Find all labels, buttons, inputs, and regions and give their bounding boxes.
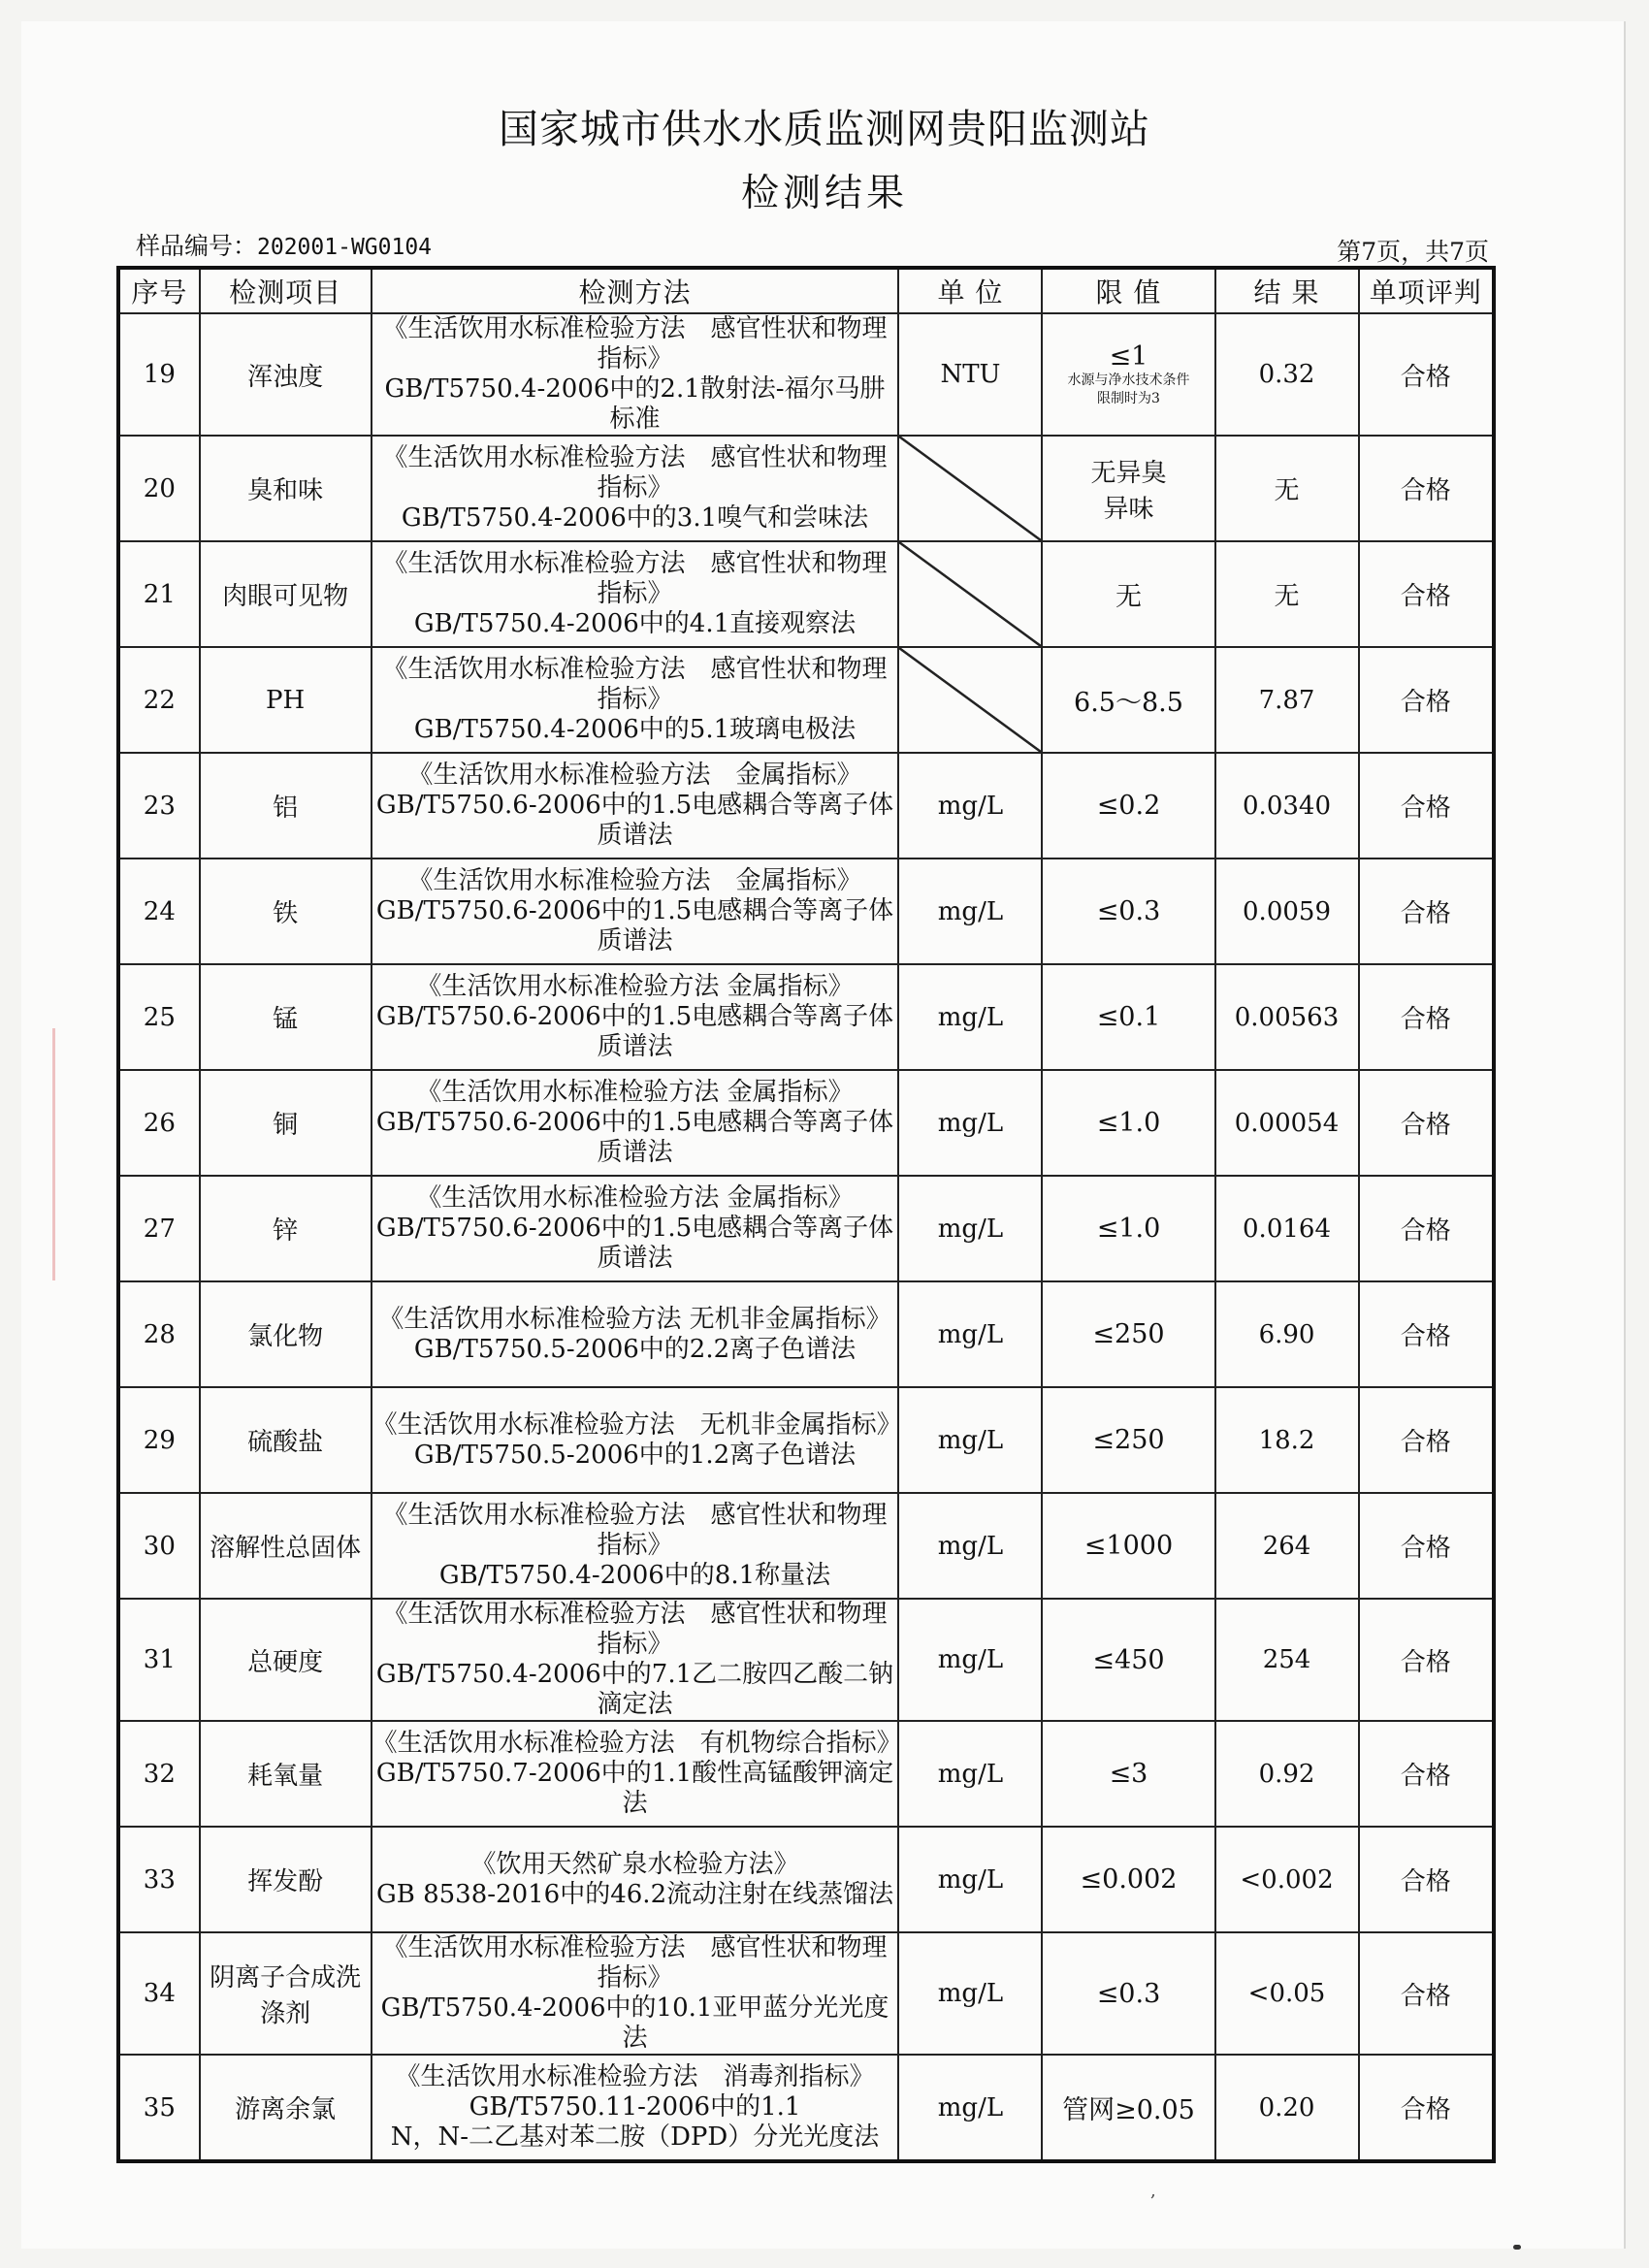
cell-limit-value: ≤0.002 [1080, 1864, 1178, 1895]
cell-method [372, 859, 899, 964]
cell-method-line: 《生活饮用水标准检验方法 金属指标》 [407, 761, 862, 790]
cell-limit [1042, 1387, 1214, 1493]
cell-limit-value: ≤0.3 [1096, 1978, 1161, 2009]
cell-limit-value: ≤250 [1092, 1425, 1165, 1455]
cell-limit [1042, 647, 1214, 753]
cell-item: 浑浊度 [200, 313, 372, 436]
table-row [118, 1827, 1494, 1932]
table-row [118, 2055, 1494, 2161]
sample-number-label: 样品编号： [136, 232, 258, 260]
table-row [118, 859, 1494, 964]
cell-method [372, 2055, 899, 2161]
cell-method [372, 1932, 899, 2055]
cell-method-line: GB/T5750.6-2006中的1.5电感耦合等离子体质谱法 [375, 791, 894, 850]
cell-limit [1042, 1721, 1214, 1827]
cell-method-line: 《生活饮用水标准检验方法 有机物综合指标》 [372, 1729, 902, 1758]
cell-limit-value: ≤450 [1092, 1644, 1165, 1675]
cell-limit [1042, 859, 1214, 964]
cell-method-line: 《生活饮用水标准检验方法 金属指标》 [416, 972, 854, 1001]
cell-item: PH [200, 647, 372, 753]
cell-method [372, 313, 899, 436]
cell-judgement: 合格 [1359, 1070, 1494, 1176]
cell-method [372, 753, 899, 859]
cell-method-line: 《生活饮用水标准检验方法 无机非金属指标》 [372, 1409, 902, 1440]
cell-result: 0.20 [1215, 2055, 1359, 2161]
cell-result: 0.0164 [1215, 1176, 1359, 1281]
cell-limit [1042, 436, 1214, 541]
sample-number [136, 227, 432, 262]
cell-item: 铜 [200, 1070, 372, 1176]
cell-method-line: N，N-二乙基对苯二胺（DPD）分光光度法 [390, 2122, 880, 2152]
cell-limit-line: 无异臭 [1090, 458, 1167, 488]
cell-method [372, 436, 899, 541]
cell-judgement: 合格 [1359, 1176, 1494, 1281]
col-header-limit: 限 值 [1042, 268, 1214, 313]
page-info: 第7页，共7页 [1337, 238, 1489, 266]
cell-judgement: 合格 [1359, 1493, 1494, 1599]
cell-judgement: 合格 [1359, 2055, 1494, 2161]
cell-method-line: 《生活饮用水标准检验方法 感官性状和物理指标》 [382, 549, 888, 608]
cell-no: 19 [118, 313, 200, 436]
cell-limit-value: ≤1.0 [1096, 1214, 1161, 1244]
cell-unit: mg/L [898, 859, 1042, 964]
table-row [118, 1070, 1494, 1176]
cell-unit [898, 541, 1042, 647]
cell-item: 肉眼可见物 [200, 541, 372, 647]
col-header-item: 检测项目 [200, 268, 372, 313]
cell-method-line: 《生活饮用水标准检验方法 感官性状和物理指标》 [382, 314, 888, 373]
table-row [118, 1493, 1494, 1599]
cell-no: 35 [118, 2055, 200, 2161]
cell-limit [1042, 1932, 1214, 2055]
cell-method-line: GB/T5750.4-2006中的2.1散射法-福尔马肼标准 [384, 374, 886, 434]
cell-no: 23 [118, 753, 200, 859]
cell-method-line: GB/T5750.4-2006中的4.1直接观察法 [413, 609, 857, 638]
cell-method-line: GB/T5750.5-2006中的2.2离子色谱法 [413, 1334, 857, 1364]
cell-no: 33 [118, 1827, 200, 1932]
cell-method-line: GB/T5750.6-2006中的1.5电感耦合等离子体质谱法 [375, 1214, 894, 1273]
cell-result: <0.05 [1215, 1932, 1359, 2055]
cell-limit-note: 限制时为3 [1097, 390, 1160, 406]
col-header-result: 结 果 [1215, 268, 1359, 313]
cell-method [372, 541, 899, 647]
table-header-row [118, 268, 1494, 313]
cell-method [372, 1176, 899, 1281]
cell-judgement: 合格 [1359, 859, 1494, 964]
cell-method-line: GB/T5750.6-2006中的1.5电感耦合等离子体质谱法 [375, 1002, 894, 1061]
cell-method-line: 《生活饮用水标准检验方法 消毒剂指标》 [395, 2062, 875, 2091]
cell-unit: mg/L [898, 1932, 1042, 2055]
cell-judgement: 合格 [1359, 313, 1494, 436]
cell-item: 游离余氯 [200, 2055, 372, 2161]
cell-judgement: 合格 [1359, 436, 1494, 541]
cell-result: 无 [1215, 541, 1359, 647]
cell-item: 溶解性总固体 [200, 1493, 372, 1599]
red-stamp-edge [17, 1028, 55, 1280]
cell-unit: mg/L [898, 1070, 1042, 1176]
results-table [116, 266, 1496, 2163]
table-row [118, 1721, 1494, 1827]
cell-method [372, 964, 899, 1070]
table-row [118, 647, 1494, 753]
scan-mark: , [1150, 2181, 1156, 2201]
cell-limit [1042, 1281, 1214, 1387]
cell-unit: mg/L [898, 1387, 1042, 1493]
cell-limit [1042, 1599, 1214, 1721]
cell-method-line: 《生活饮用水标准检验方法 感官性状和物理指标》 [382, 1501, 888, 1560]
cell-unit: mg/L [898, 753, 1042, 859]
cell-method-line: 《生活饮用水标准检验方法 感官性状和物理指标》 [382, 1933, 888, 1993]
cell-limit [1042, 313, 1214, 436]
cell-limit-value: ≤250 [1092, 1319, 1165, 1349]
cell-limit-value: ≤1.0 [1096, 1108, 1161, 1138]
cell-result: 0.92 [1215, 1721, 1359, 1827]
cell-unit: mg/L [898, 1281, 1042, 1387]
cell-unit [898, 647, 1042, 753]
cell-item: 臭和味 [200, 436, 372, 541]
cell-judgement: 合格 [1359, 541, 1494, 647]
cell-item: 铁 [200, 859, 372, 964]
cell-no: 30 [118, 1493, 200, 1599]
cell-method [372, 1721, 902, 1827]
cell-judgement: 合格 [1359, 964, 1494, 1070]
cell-judgement: 合格 [1359, 1932, 1494, 2055]
cell-result: 0.00054 [1215, 1070, 1359, 1176]
cell-unit: mg/L [898, 1721, 1042, 1827]
cell-no: 28 [118, 1281, 200, 1387]
cell-method-line: GB 8538-2016中的46.2流动注射在线蒸馏法 [375, 1879, 894, 1909]
cell-limit-value: ≤0.1 [1096, 1002, 1161, 1032]
cell-limit [1042, 2055, 1214, 2161]
cell-method-line: GB/T5750.6-2006中的1.5电感耦合等离子体质谱法 [375, 1108, 894, 1167]
cell-limit [1042, 753, 1214, 859]
cell-limit-value: 无 [1115, 582, 1142, 612]
cell-no: 31 [118, 1599, 200, 1721]
table-row [118, 1387, 1494, 1493]
cell-no: 26 [118, 1070, 200, 1176]
cell-limit-value: ≤0.3 [1096, 896, 1161, 926]
cell-item: 耗氧量 [200, 1721, 372, 1827]
cell-method [372, 1599, 899, 1721]
cell-item-line: 涤剂 [260, 1999, 311, 2028]
cell-method [372, 1070, 899, 1176]
table-row [118, 1281, 1494, 1387]
table-row [118, 753, 1494, 859]
cell-no: 29 [118, 1387, 200, 1493]
cell-method-line: 《生活饮用水标准检验方法 感官性状和物理指标》 [382, 443, 888, 502]
cell-unit: mg/L [898, 964, 1042, 1070]
sample-number-value: 202001-WG0104 [257, 235, 433, 260]
cell-item: 锌 [200, 1176, 372, 1281]
cell-method-line: 《生活饮用水标准检验方法 金属指标》 [407, 866, 862, 895]
cell-result: 254 [1215, 1599, 1359, 1721]
cell-judgement: 合格 [1359, 1387, 1494, 1493]
scan-dot [1513, 2245, 1521, 2250]
cell-limit [1042, 1827, 1214, 1932]
cell-method [372, 1493, 899, 1599]
document-title: 国家城市供水水质监测网贵阳监测站 [499, 106, 1150, 152]
col-header-no: 序号 [118, 268, 200, 313]
cell-method-line: 《生活饮用水标准检验方法 金属指标》 [416, 1078, 854, 1107]
cell-result: 0.0340 [1215, 753, 1359, 859]
cell-method [372, 1281, 899, 1387]
cell-method-line: 《饮用天然矿泉水检验方法》 [470, 1849, 799, 1879]
cell-result: 无 [1215, 436, 1359, 541]
cell-limit-value: ≤3 [1109, 1759, 1148, 1789]
col-header-judgement: 单项评判 [1359, 268, 1494, 313]
cell-limit [1042, 1176, 1214, 1281]
cell-judgement: 合格 [1359, 1281, 1494, 1387]
cell-unit: mg/L [898, 1176, 1042, 1281]
cell-item: 挥发酚 [200, 1827, 372, 1932]
cell-method-line: GB/T5750.6-2006中的1.5电感耦合等离子体质谱法 [375, 896, 894, 956]
cell-unit: mg/L [898, 2055, 1042, 2161]
cell-result: 0.0059 [1215, 859, 1359, 964]
cell-limit [1042, 541, 1214, 647]
cell-judgement: 合格 [1359, 647, 1494, 753]
cell-method-line: 《生活饮用水标准检验方法 感官性状和物理指标》 [382, 1600, 888, 1659]
cell-limit-value: 6.5～8.5 [1074, 688, 1183, 718]
cell-item: 铝 [200, 753, 372, 859]
cell-limit [1042, 1070, 1214, 1176]
table-row [118, 541, 1494, 647]
cell-method-line: 《生活饮用水标准检验方法 无机非金属指标》 [378, 1304, 891, 1334]
cell-result: 0.00563 [1215, 964, 1359, 1070]
cell-limit-value: 管网≥0.05 [1062, 2095, 1195, 2125]
cell-judgement: 合格 [1359, 1721, 1494, 1827]
cell-unit: mg/L [898, 1827, 1042, 1932]
cell-method-line: GB/T5750.4-2006中的5.1玻璃电极法 [413, 715, 857, 744]
cell-result: 7.87 [1215, 647, 1359, 753]
col-header-unit: 单 位 [898, 268, 1042, 313]
table-row [118, 1176, 1494, 1281]
cell-method-line: 《生活饮用水标准检验方法 金属指标》 [416, 1183, 854, 1213]
cell-method [372, 647, 899, 753]
cell-item: 硫酸盐 [200, 1387, 372, 1493]
cell-unit [898, 436, 1042, 541]
table-row [118, 1599, 1494, 1721]
cell-limit-note: 水源与净水技术条件 [1067, 372, 1190, 388]
table-row [118, 1932, 1494, 2055]
cell-item: 锰 [200, 964, 372, 1070]
cell-item: 总硬度 [200, 1599, 372, 1721]
cell-item [200, 1932, 372, 2055]
cell-no: 25 [118, 964, 200, 1070]
cell-result: 0.32 [1215, 313, 1359, 436]
cell-judgement: 合格 [1359, 1599, 1494, 1721]
cell-limit [1042, 1493, 1214, 1599]
table-row [118, 313, 1494, 436]
cell-limit-value: ≤1000 [1083, 1531, 1174, 1561]
cell-no: 32 [118, 1721, 200, 1827]
table-row [118, 436, 1494, 541]
cell-limit-value: ≤0.2 [1096, 791, 1161, 821]
cell-judgement: 合格 [1359, 753, 1494, 859]
cell-result: 18.2 [1215, 1387, 1359, 1493]
cell-unit: mg/L [898, 1599, 1042, 1721]
cell-method [372, 1827, 899, 1932]
cell-method-line: GB/T5750.5-2006中的1.2离子色谱法 [413, 1440, 857, 1470]
cell-judgement: 合格 [1359, 1827, 1494, 1932]
cell-no: 34 [118, 1932, 200, 2055]
cell-item: 氯化物 [200, 1281, 372, 1387]
cell-unit: mg/L [898, 1493, 1042, 1599]
cell-result: 6.90 [1215, 1281, 1359, 1387]
cell-no: 21 [118, 541, 200, 647]
document-subtitle: 检测结果 [740, 172, 908, 215]
cell-method-line: GB/T5750.4-2006中的3.1嗅气和尝味法 [401, 503, 869, 533]
cell-no: 20 [118, 436, 200, 541]
col-header-method: 检测方法 [372, 268, 899, 313]
table-row [118, 964, 1494, 1070]
cell-unit: NTU [898, 313, 1042, 436]
cell-method-line: GB/T5750.11-2006中的1.1 [469, 2092, 801, 2122]
cell-method-line: GB/T5750.4-2006中的7.1乙二胺四乙酸二钠滴定法 [375, 1660, 894, 1719]
cell-method-line: 《生活饮用水标准检验方法 感官性状和物理指标》 [382, 655, 888, 714]
cell-no: 24 [118, 859, 200, 964]
cell-result: 264 [1215, 1493, 1359, 1599]
cell-limit-value: ≤1 [1109, 340, 1148, 372]
cell-method-line: GB/T5750.7-2006中的1.1酸性高锰酸钾滴定法 [375, 1759, 894, 1818]
cell-method-line: GB/T5750.4-2006中的10.1亚甲蓝分光光度法 [380, 1993, 889, 2053]
cell-limit-line: 异味 [1103, 494, 1154, 524]
cell-result: <0.002 [1215, 1827, 1359, 1932]
cell-no: 22 [118, 647, 200, 753]
cell-no: 27 [118, 1176, 200, 1281]
cell-limit [1042, 964, 1214, 1070]
cell-method [372, 1387, 902, 1493]
cell-method-line: GB/T5750.4-2006中的8.1称量法 [438, 1561, 831, 1590]
cell-item-line: 阴离子合成洗 [210, 1963, 362, 1993]
